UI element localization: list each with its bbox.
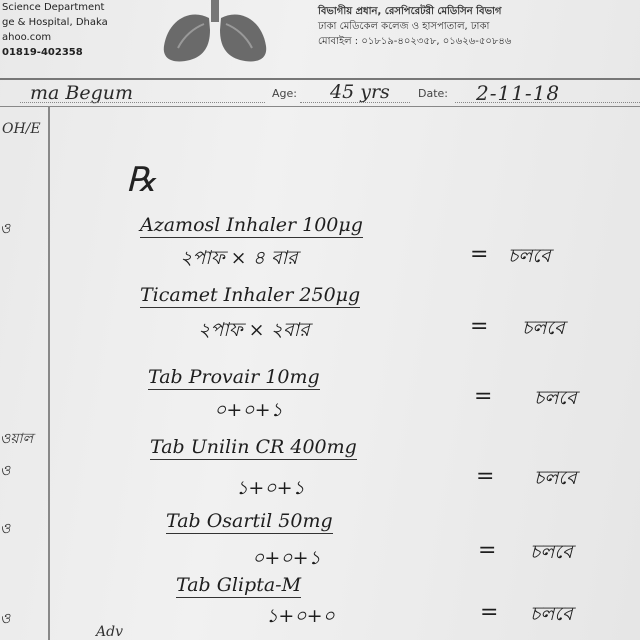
header-left-line: ahoo.com <box>2 32 52 43</box>
medication-item <box>166 510 573 569</box>
medication-continue: চলবে <box>530 541 573 563</box>
medication-name: Azamosl Inhaler 100μg <box>140 214 363 236</box>
medication-item <box>176 574 573 627</box>
patient-info-row <box>0 80 640 108</box>
medication-name: Tab Glipta-M <box>176 574 302 596</box>
rx-symbol: ℞ <box>126 160 157 200</box>
medication-name: Tab Osartil 50mg <box>166 510 333 532</box>
header-left-line: 01819-402358 <box>2 47 83 58</box>
equals-sign: = <box>476 464 495 489</box>
side-note: OH/E <box>2 121 41 137</box>
doctor-info-right <box>318 4 511 49</box>
name-dotted-line <box>20 102 265 103</box>
date-dotted-line <box>455 102 640 103</box>
medication-continue: চলবে <box>508 245 551 267</box>
side-note: ওয়াল <box>0 431 34 447</box>
medication-dose: ১+০+১ <box>236 477 305 499</box>
prescription-date: 2-11-18 <box>476 81 561 105</box>
medication-continue: চলবে <box>534 467 577 489</box>
side-note: ও <box>0 463 11 479</box>
medication-name: Tab Unilin CR 400mg <box>150 436 357 458</box>
medication-name: Tab Provair 10mg <box>148 366 320 388</box>
medication-name: Ticamet Inhaler 250μg <box>140 284 361 306</box>
patient-name: ma Begum <box>30 82 134 104</box>
medication-dose: ০+০+১ <box>252 547 321 569</box>
medication-continue: চলবে <box>530 603 573 625</box>
medication-dose: ০+০+১ <box>214 399 283 421</box>
header-right-line: ঢাকা মেডিকেল কলেজ ও হাসপাতাল, ঢাকা <box>318 21 490 32</box>
age-label: Age: <box>272 87 297 100</box>
header-right-line: বিভাগীয় প্রধান, রেসপিরেটরী মেডিসিন বিভাগ <box>318 6 502 17</box>
medication-continue: চলবে <box>522 317 565 339</box>
header-right-line: মোবাইল : ০১৮১৯-৪০২৩৫৮, ০১৬২৬-৫০৮৪৬ <box>318 36 512 47</box>
age-dotted-line <box>300 102 410 103</box>
equals-sign: = <box>470 242 489 267</box>
equals-sign: = <box>478 538 497 563</box>
medication-item <box>148 366 577 421</box>
clinical-notes-column <box>0 107 50 640</box>
doctor-info-left <box>0 0 150 60</box>
lungs-logo-icon <box>160 0 270 64</box>
equals-sign: = <box>480 600 499 625</box>
medication-item <box>140 214 551 269</box>
medication-dose: ২পাফ × ২বার <box>198 319 310 341</box>
date-label: Date: <box>418 87 448 100</box>
side-note: ও <box>0 521 11 537</box>
advice-mark: Adv <box>96 624 123 640</box>
medication-continue: চলবে <box>534 387 577 409</box>
medication-dose: ১+০+০ <box>266 605 335 627</box>
patient-age: 45 yrs <box>330 81 390 103</box>
equals-sign: = <box>470 314 489 339</box>
side-note: ও <box>0 611 11 627</box>
header-left-line: Science Department <box>2 2 105 13</box>
patient-row-divider <box>0 106 640 107</box>
equals-sign: = <box>474 384 493 409</box>
medication-item <box>150 436 577 499</box>
medication-item <box>140 284 565 341</box>
medication-dose: ২পাফ × ৪ বার <box>180 247 298 269</box>
side-note: ও <box>0 221 11 237</box>
header-left-line: ge & Hospital, Dhaka <box>2 17 108 28</box>
